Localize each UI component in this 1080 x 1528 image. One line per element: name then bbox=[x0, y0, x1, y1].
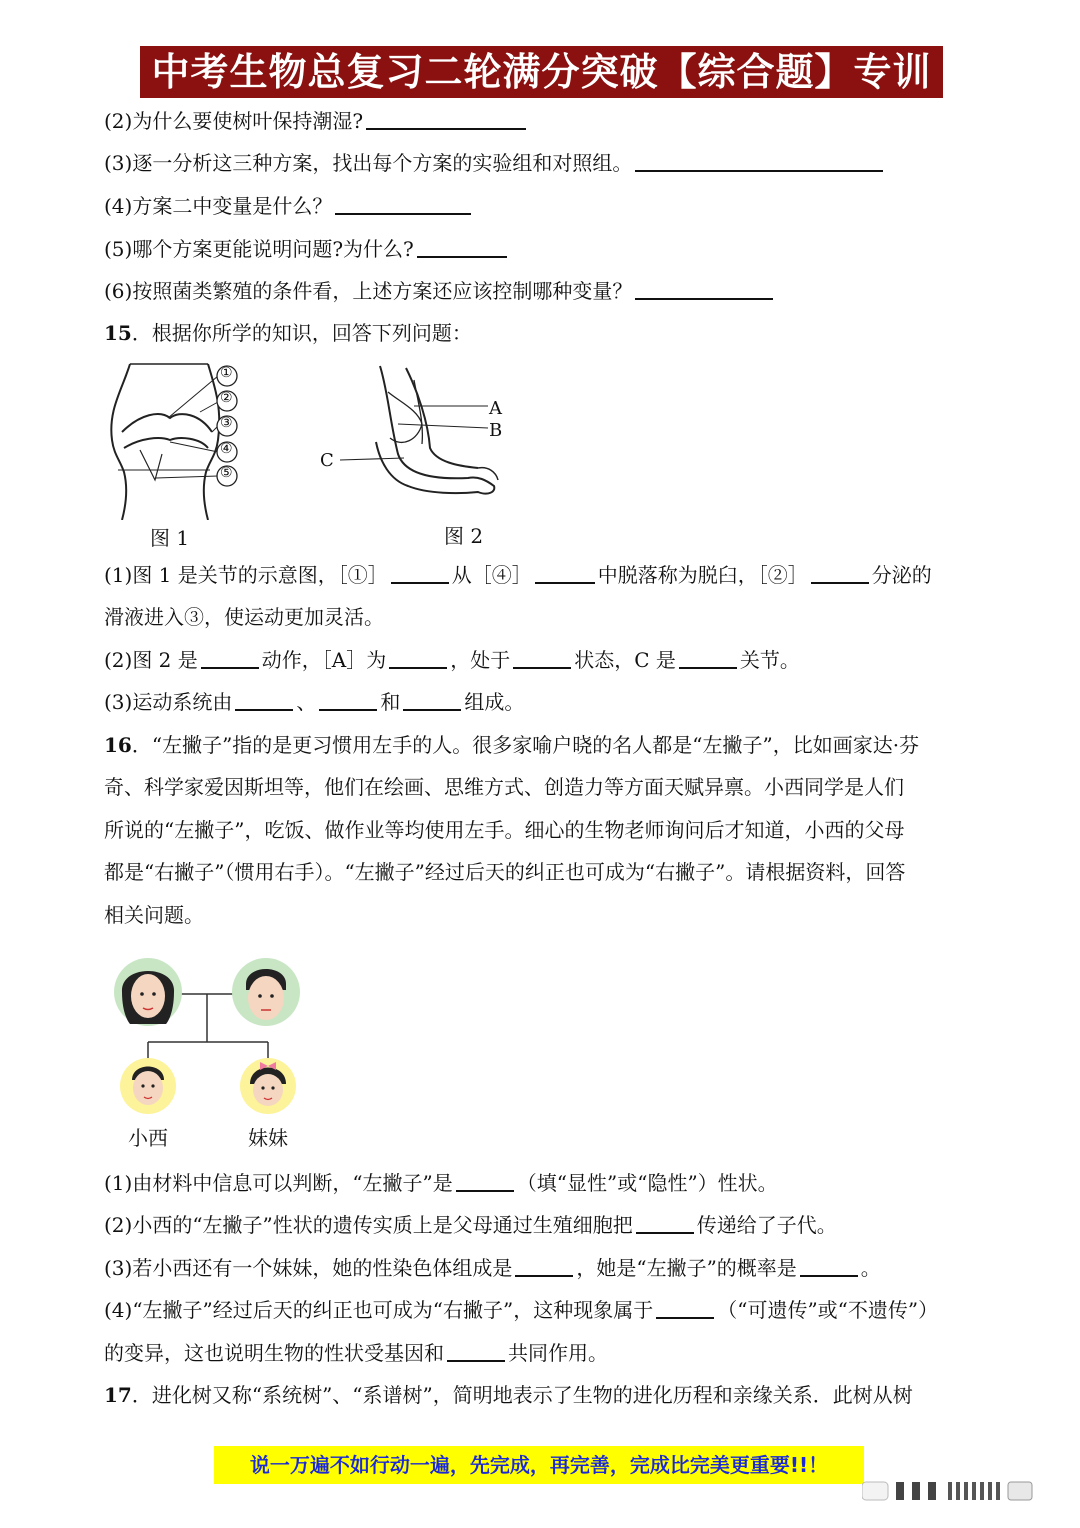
answer-blank bbox=[513, 649, 571, 669]
answer-blank bbox=[456, 1172, 514, 1192]
answer-blank bbox=[417, 238, 507, 258]
q16-stem-line5: 相关问题。 bbox=[104, 903, 204, 927]
answer-blank bbox=[635, 280, 773, 300]
arm-diagram bbox=[318, 362, 508, 502]
answer-blank bbox=[515, 1257, 573, 1277]
q16-part1: (1)由材料中信息可以判断，“左撇子”是 （填“显性”或“隐性”）性状。 bbox=[104, 1171, 778, 1195]
joint-label-3: ③ bbox=[220, 415, 233, 431]
q14-part3: (3)逐一分析这三种方案，找出每个方案的实验组和对照组。 bbox=[104, 150, 886, 176]
q15-part3: (3)运动系统由 、 和 组成。 bbox=[104, 690, 525, 714]
q16-part3: (3)若小西还有一个妹妹，她的性染色体组成是 ，她是“左撇子”的概率是 。 bbox=[104, 1256, 881, 1280]
joint-label-5: ⑤ bbox=[220, 465, 233, 481]
joint-diagram bbox=[100, 360, 250, 520]
answer-blank bbox=[235, 691, 293, 711]
q14-part2: (2)为什么要使树叶保持潮湿? bbox=[104, 108, 529, 134]
q16-part2: (2)小西的“左撇子”性状的遗传实质上是父母通过生殖细胞把 传递给了子代。 bbox=[104, 1213, 837, 1237]
q15-part2: (2)图 2 是 动作，［A］为 ，处于 状态，C 是 关节。 bbox=[104, 648, 800, 672]
xiaoxi-face-icon bbox=[120, 1058, 176, 1114]
answer-blank bbox=[319, 691, 377, 711]
sister-face-icon bbox=[240, 1058, 296, 1114]
child-label-xiaoxi: 小西 bbox=[128, 1126, 168, 1150]
answer-blank bbox=[447, 1342, 505, 1362]
q15-part1-line1: (1)图 1 是关节的示意图，［①］ 从［④］ 中脱落称为脱臼，［②］ 分泌的 bbox=[104, 563, 932, 587]
motivational-banner: 说一万遍不如行动一遍，先完成，再完善，完成比完美更重要!!！ bbox=[214, 1446, 864, 1484]
joint-label-1: ① bbox=[220, 365, 233, 381]
arm-label-c: C bbox=[320, 450, 334, 471]
answer-blank bbox=[656, 1299, 714, 1319]
joint-label-2: ② bbox=[220, 390, 233, 406]
answer-blank bbox=[636, 1214, 694, 1234]
q16-stem-line1: 16．“左撇子”指的是更习惯用左手的人。很多家喻户晓的名人都是“左撇子”，比如画家达·芬 bbox=[104, 733, 920, 757]
child-label-sister: 妹妹 bbox=[248, 1126, 288, 1150]
answer-blank bbox=[389, 649, 447, 669]
answer-blank bbox=[335, 195, 471, 215]
answer-blank bbox=[800, 1257, 858, 1277]
q16-stem-line3: 所说的“左撇子”，吃饭、做作业等均使用左手。细心的生物老师询问后才知道，小西的父母 bbox=[104, 818, 905, 842]
answer-blank bbox=[403, 691, 461, 711]
arm-label-b: B bbox=[489, 420, 503, 441]
watermark-bar bbox=[862, 1476, 1062, 1504]
father-face-icon bbox=[232, 958, 300, 1026]
q16-part4-line1: (4)“左撇子”经过后天的纠正也可成为“右撇子”，这种现象属于 （“可遗传”或“不遗传”） bbox=[104, 1298, 939, 1322]
page-title: 中考生物总复习二轮满分突破【综合题】专训 bbox=[140, 46, 943, 98]
answer-blank bbox=[635, 152, 883, 172]
q15-stem: 15．根据你所学的知识，回答下列问题： bbox=[104, 321, 472, 345]
arm-label-a: A bbox=[489, 398, 502, 419]
q14-part6: (6)按照菌类繁殖的条件看，上述方案还应该控制哪种变量？ bbox=[104, 278, 776, 304]
q14-part4: (4)方案二中变量是什么？ bbox=[104, 193, 474, 219]
answer-blank bbox=[391, 564, 449, 584]
figure2-caption: 图 2 bbox=[444, 524, 484, 548]
q16-part4-line2: 的变异，这也说明生物的性状受基因和 共同作用。 bbox=[104, 1341, 608, 1365]
q16-stem-line2: 奇、科学家爱因斯坦等，他们在绘画、思维方式、创造力等方面天赋异禀。小西同学是人们 bbox=[104, 775, 904, 799]
answer-blank bbox=[201, 649, 259, 669]
answer-blank bbox=[366, 110, 526, 130]
family-pedigree bbox=[110, 952, 310, 1122]
q14-part5: (5)哪个方案更能说明问题?为什么? bbox=[104, 236, 510, 262]
answer-blank bbox=[811, 564, 869, 584]
answer-blank bbox=[535, 564, 595, 584]
q16-stem-line4: 都是“右撇子”（惯用右手）。“左撇子”经过后天的纠正也可成为“右撇子”。请根据资料，回答 bbox=[104, 860, 906, 884]
mother-face-icon bbox=[114, 958, 182, 1026]
q15-part1-line2: 滑液进入③，使运动更加灵活。 bbox=[104, 605, 384, 629]
figure1-caption: 图 1 bbox=[150, 526, 190, 550]
answer-blank bbox=[679, 649, 737, 669]
joint-label-4: ④ bbox=[220, 441, 233, 457]
q17-stem: 17．进化树又称“系统树”、“系谱树”，简明地表示了生物的进化历程和亲缘关系．此树从树 bbox=[104, 1383, 913, 1407]
